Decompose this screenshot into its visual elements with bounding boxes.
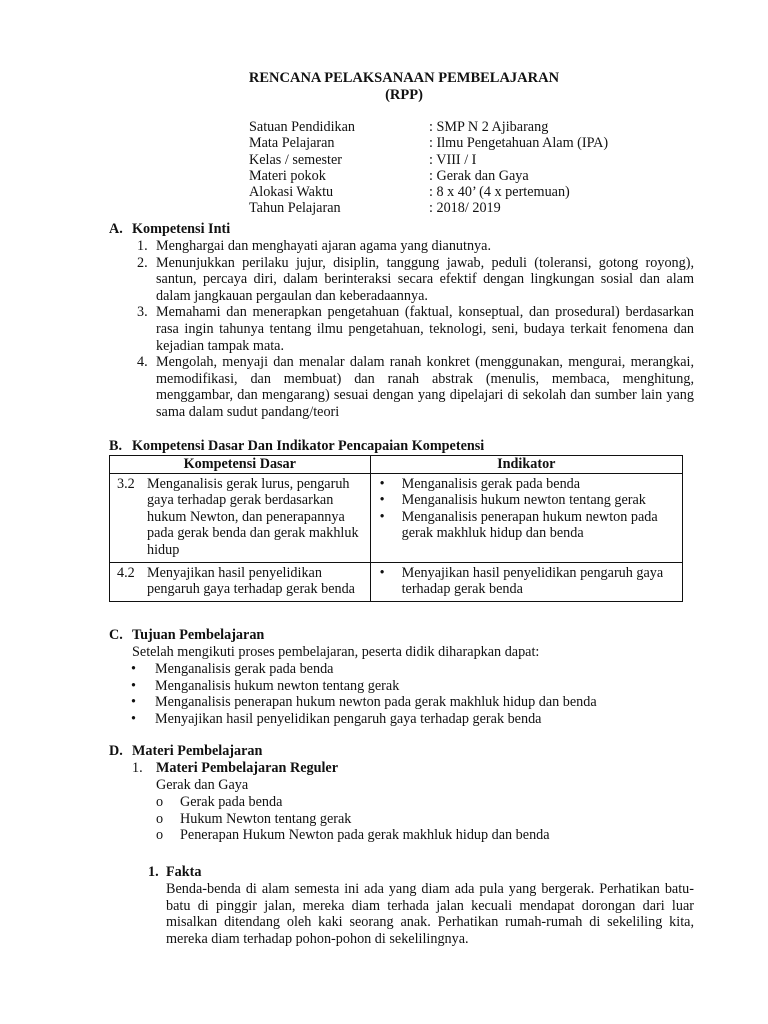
item-text: Mengolah, menyaji dan menalar dalam ranah konkret (menggunakan, mengurai, merangkai, memodifikasi, dan membuat) dan ranah abstrak (menulis, membaca, menghitung, menggambar, dan mengarang) sesuai dengan yang dipelajari di sekolah dan sumber lain yang sama dalam sudut pandang/teori [156, 354, 694, 420]
meta-label: Alokasi Waktu [249, 184, 334, 201]
circle-bullet-icon: o [156, 827, 164, 844]
meta-row [249, 119, 608, 135]
indicator-text: Menganalisis gerak pada benda [401, 475, 581, 492]
meta-value: : 8 x 40’ (4 x pertemuan) [429, 184, 570, 201]
section-c-heading [109, 627, 264, 644]
list-item [137, 238, 694, 255]
circle-bullet-icon: o [156, 794, 164, 810]
section-a-heading [109, 221, 230, 238]
item-number: 1. [137, 238, 148, 254]
bullet-icon: • [131, 661, 136, 677]
list-item [131, 661, 597, 678]
competency-table [109, 455, 683, 602]
list-item [137, 354, 694, 420]
circle-bullet-icon: o [156, 810, 164, 827]
meta-value: : VIII / I [429, 151, 477, 168]
indicator-text: Menyajikan hasil penyelidikan pengaruh gaya terhadap gerak benda [401, 564, 664, 598]
section-b-heading [109, 438, 484, 455]
materi-topic-list [156, 794, 550, 844]
kd-cell [110, 562, 371, 601]
meta-row [249, 200, 608, 216]
section-title: Tujuan Pembelajaran [132, 627, 265, 643]
meta-value: : SMP N 2 Ajibarang [429, 119, 549, 135]
bullet-icon: • [131, 710, 136, 727]
meta-value: : Gerak dan Gaya [429, 167, 529, 184]
kd-number: 4.2 [117, 564, 135, 581]
list-item [131, 711, 597, 728]
fakta-paragraph: Benda-benda di alam semesta ini ada yang diam ada pula yang bergerak. Perhatikan batu-batu di pinggir jalan, mereka diam terhada jalan kecuali mendapat dorongan dari luar misalkan ditendang oleh kaki seorang anak. Perhatikan rumah-rumah di sekeliling kita, mereka diam terhadap pohon-pohon di sekelilingnya. [166, 881, 694, 947]
meta-label: Mata Pelajaran [249, 135, 335, 152]
materi-topic: Gerak dan Gaya [156, 777, 249, 793]
meta-label: Tahun Pelajaran [249, 200, 341, 217]
document-subtitle: (RPP) [385, 87, 423, 103]
item-text: Gerak pada benda [180, 794, 283, 810]
indicator-text: Menganalisis penerapan hukum newton pada gerak makhluk hidup dan benda [401, 508, 658, 542]
item-text: Menganalisis penerapan hukum newton pada gerak makhluk hidup dan benda [155, 694, 597, 711]
materi-reguler-heading [132, 760, 338, 777]
list-item [156, 827, 550, 844]
sub-title: Materi Pembelajaran Reguler [156, 760, 339, 776]
sub-number: 1. [132, 760, 143, 776]
item-text: Hukum Newton tentang gerak [180, 810, 352, 827]
indicator-item [380, 476, 675, 493]
indicator-cell [370, 473, 682, 562]
column-header-indikator: Indikator [370, 456, 682, 474]
item-text: Menyajikan hasil penyelidikan pengaruh gaya terhadap gerak benda [155, 710, 542, 727]
list-item [156, 794, 550, 811]
section-d-heading [109, 743, 262, 760]
kompetensi-inti-list [137, 238, 694, 421]
bullet-icon: • [379, 564, 385, 581]
item-text: Menunjukkan perilaku jujur, disiplin, tanggung jawab, peduli (toleransi, gotong royong), santun, percaya diri, dalam berinteraksi secara efektif dengan lingkungan sosial dan alam dalam jangkauan pergaulan dan keberadaannya. [156, 254, 694, 304]
section-title: Kompetensi Dasar Dan Indikator Pencapaian Kompetensi [132, 438, 485, 454]
indicator-text: Menganalisis hukum newton tentang gerak [401, 492, 646, 509]
table-row [110, 562, 683, 601]
list-item [156, 811, 550, 828]
kd-text: Menyajikan hasil penyelidikan pengaruh gaya terhadap gerak benda [147, 564, 355, 598]
item-number: 3. [137, 304, 148, 321]
section-title: Materi Pembelajaran [132, 743, 263, 759]
section-letter: D. [109, 743, 123, 759]
sub-number: 1. [148, 864, 159, 880]
meta-label: Materi pokok [249, 167, 326, 184]
section-letter: A. [109, 221, 123, 237]
list-item [131, 678, 597, 695]
sub-title: Fakta [166, 864, 202, 880]
bullet-icon: • [131, 677, 136, 694]
meta-row [249, 152, 608, 168]
bullet-icon: • [131, 694, 136, 711]
item-text: Menganalisis hukum newton tentang gerak [155, 677, 400, 694]
meta-row [249, 168, 608, 184]
bullet-icon: • [379, 475, 385, 492]
section-letter: C. [109, 627, 123, 643]
section-letter: B. [109, 438, 123, 454]
meta-label: Kelas / semester [249, 151, 342, 168]
tujuan-list [131, 661, 597, 727]
indicator-item [380, 565, 675, 598]
item-text: Menganalisis gerak pada benda [155, 661, 334, 677]
identity-table [249, 119, 608, 217]
item-text: Memahami dan menerapkan pengetahuan (faktual, konseptual, dan prosedural) berdasarkan rasa ingin tahunya tentang ilmu pengetahuan, teknologi, seni, budaya terkait fenomena dan kejadian tampak mata. [156, 304, 694, 354]
section-title: Kompetensi Inti [132, 221, 231, 237]
kd-cell [110, 473, 371, 562]
fakta-heading [148, 864, 201, 881]
document-title: RENCANA PELAKSANAAN PEMBELAJARAN [248, 70, 560, 86]
indicator-item [380, 509, 675, 542]
tujuan-intro: Setelah mengikuti proses pembelajaran, peserta didik diharapkan dapat: [132, 644, 540, 660]
item-text: Menghargai dan menghayati ajaran agama yang dianutnya. [156, 238, 491, 254]
item-text: Penerapan Hukum Newton pada gerak makhluk hidup dan benda [180, 827, 550, 844]
column-header-kompetensi-dasar: Kompetensi Dasar [110, 456, 371, 474]
list-item [137, 255, 694, 305]
meta-value: : 2018/ 2019 [429, 200, 501, 217]
kd-number: 3.2 [117, 475, 135, 492]
list-item [137, 304, 694, 354]
indicator-item [380, 492, 675, 509]
item-number: 2. [137, 254, 148, 271]
meta-label: Satuan Pendidikan [249, 119, 355, 135]
kd-text: Menganalisis gerak lurus, pengaruh gaya terhadap gerak berdasarkan hukum Newton, dan penerapannya pada gerak benda dan gerak makhluk hidup [147, 475, 359, 558]
item-number: 4. [137, 354, 148, 371]
table-row [110, 473, 683, 562]
bullet-icon: • [379, 508, 385, 525]
table-header-row [110, 456, 683, 474]
meta-row [249, 184, 608, 200]
indicator-cell [370, 562, 682, 601]
meta-row [249, 135, 608, 151]
list-item [131, 694, 597, 711]
bullet-icon: • [379, 492, 385, 509]
meta-value: : Ilmu Pengetahuan Alam (IPA) [429, 135, 609, 152]
